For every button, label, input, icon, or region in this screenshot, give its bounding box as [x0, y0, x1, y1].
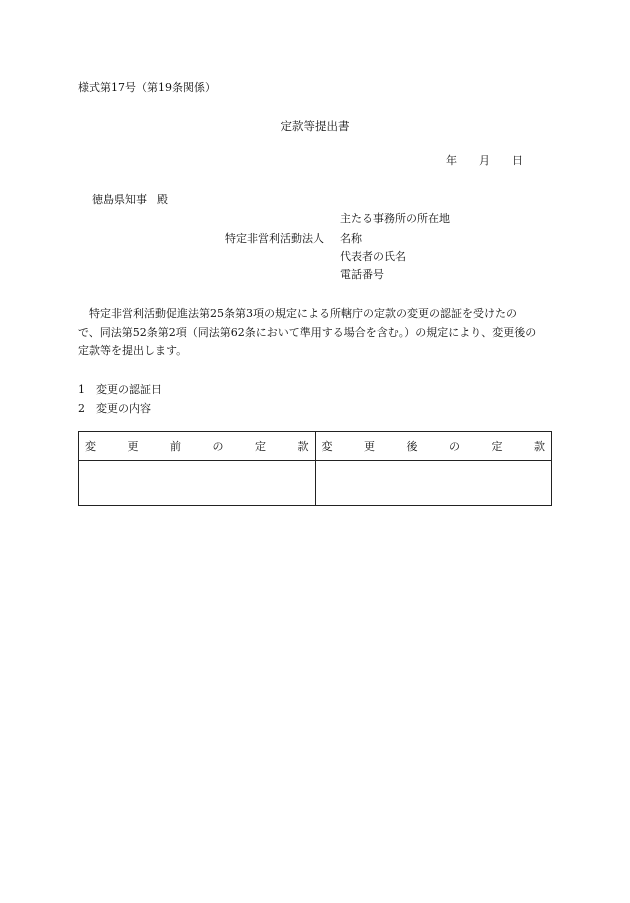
addressee-name: 徳島県知事	[92, 193, 147, 206]
header-char: の	[212, 439, 224, 453]
after-header-cell	[315, 432, 552, 461]
before-header	[79, 441, 315, 452]
item-number: 2	[78, 402, 85, 415]
table-header-row	[79, 432, 552, 461]
date-line	[446, 155, 523, 166]
header-char: 款	[297, 439, 309, 453]
header-char: 定	[491, 439, 503, 453]
date-day: 日	[512, 154, 523, 167]
header-char: 款	[534, 439, 545, 453]
header-char: の	[449, 439, 460, 453]
item-list	[78, 380, 162, 418]
form-number: 様式第17号（第19条関係）	[78, 81, 216, 94]
header-char: 変	[321, 439, 333, 453]
body-line: 特定非営利活動促進法第25条第3項の規定による所轄庁の定款の変更の認証を受けたの	[89, 307, 517, 320]
header-char: 更	[364, 439, 375, 453]
header-char: 更	[127, 439, 139, 453]
item-number: 1	[78, 383, 85, 396]
applicant-org-label: 特定非営利活動法人	[225, 232, 324, 245]
list-item	[78, 399, 162, 418]
document-title: 定款等提出書	[280, 119, 350, 133]
body-line: 定款等を提出します。	[78, 344, 188, 357]
body-paragraph	[78, 305, 558, 361]
header-char: 定	[255, 439, 266, 453]
field-representative: 代表者の氏名	[340, 250, 406, 263]
addressee-honorific: 殿	[157, 193, 168, 206]
addressee	[92, 194, 168, 205]
list-item	[78, 380, 162, 399]
item-label: 変更の内容	[96, 402, 151, 415]
after-value-cell[interactable]	[315, 461, 552, 506]
changes-table	[78, 431, 552, 506]
item-label: 変更の認証日	[96, 383, 162, 396]
before-value-cell[interactable]	[79, 461, 316, 506]
body-line: で、同法第52条第2項（同法第62条において準用する場合を含む。）の規定により、変更後の	[78, 325, 537, 339]
date-month: 月	[479, 154, 490, 167]
field-office-address: 主たる事務所の所在地	[340, 212, 450, 225]
header-char: 後	[406, 439, 418, 453]
field-phone: 電話番号	[340, 268, 384, 281]
before-header-cell	[79, 432, 316, 461]
after-header	[316, 441, 552, 452]
date-year: 年	[446, 154, 457, 167]
table-row	[79, 461, 552, 506]
field-name: 名称	[340, 232, 362, 245]
header-char: 変	[85, 439, 96, 453]
header-char: 前	[170, 439, 181, 453]
